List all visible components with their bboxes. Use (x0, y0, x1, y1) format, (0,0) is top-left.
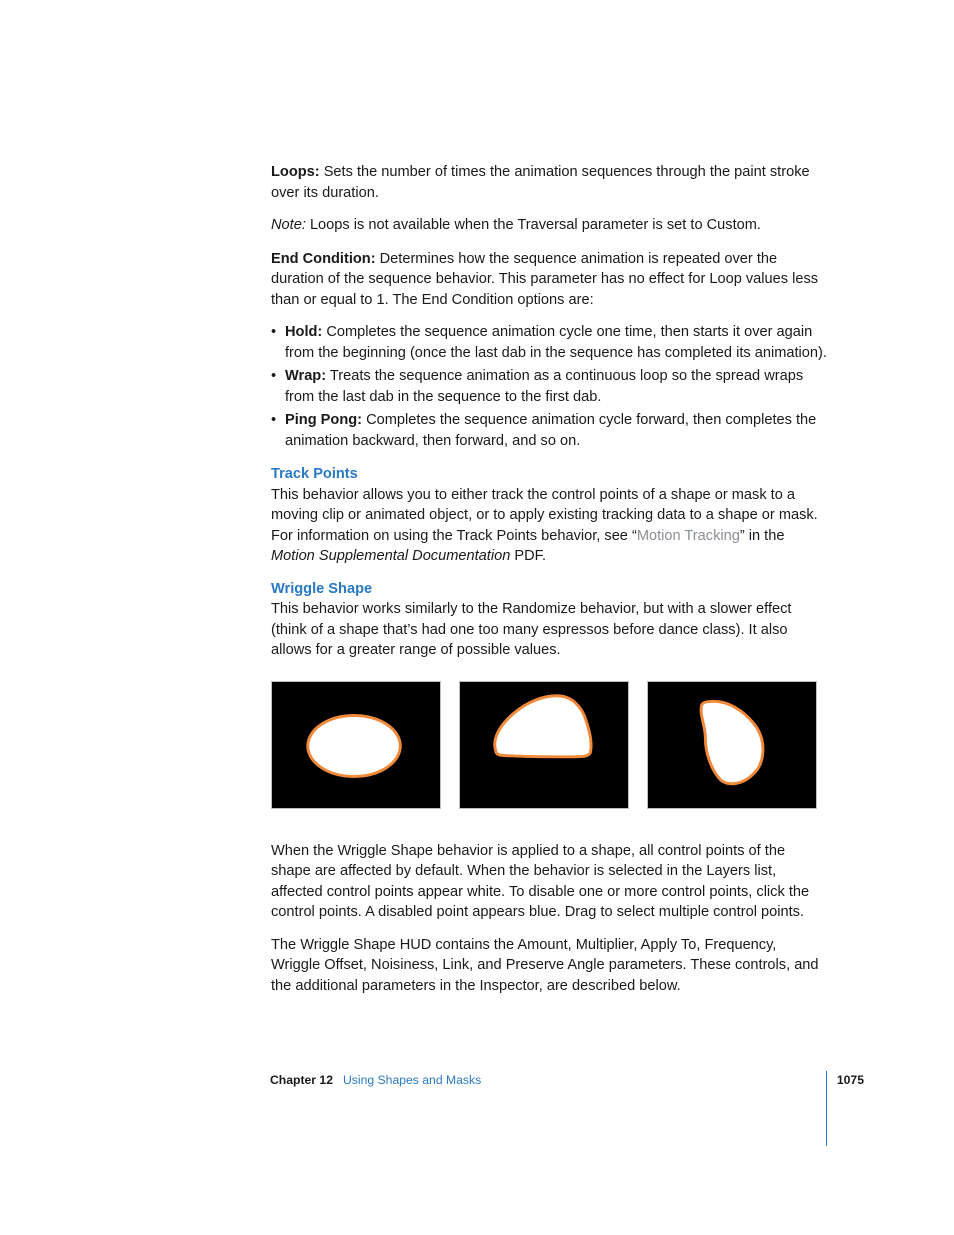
page-number: 1075 (836, 1073, 864, 1087)
page-content (271, 162, 827, 1008)
hold-term: Hold: (285, 324, 323, 340)
note-paragraph (271, 215, 827, 236)
bullet-glyph: • (271, 324, 277, 340)
footer-chapter-title-link[interactable]: Using Shapes and Masks (343, 1073, 482, 1087)
ellipse-shape (308, 715, 401, 776)
bullet-glyph: • (271, 368, 277, 384)
bullet-glyph: • (271, 412, 277, 428)
track-points-text-after: PDF. (510, 548, 547, 564)
wriggle-hud-paragraph: The Wriggle Shape HUD contains the Amount, Multiplier, Apply To, Frequency, Wriggle Offset, Noisiness, Link, and Preserve Angle parameters. These controls, and the additional parameters in the Inspector, are described below. (271, 936, 819, 994)
loops-term: Loops: (271, 164, 320, 180)
wriggle-shape-figure-row (271, 681, 827, 809)
list-item-ping-pong (271, 410, 827, 451)
motion-supplemental-doc-title: Motion Supplemental Documentation (271, 548, 511, 564)
loops-paragraph (271, 162, 827, 203)
ping-pong-text: Completes the sequence animation cycle forward, then completes the animation backward, then forward, and so on. (285, 412, 817, 449)
wrap-term: Wrap: (285, 368, 327, 384)
track-points-text-before: This behavior allows you to either track the control points of a shape or mask to a moving clip or animated object, or to apply existing tracking data to a shape or mask. For information on using the Track Points behavior, see “ (271, 486, 818, 544)
loops-text: Sets the number of times the animation sequences through the paint stroke over its duration. (271, 164, 810, 201)
end-condition-paragraph (271, 249, 827, 311)
track-points-text-middle: ” in the (739, 527, 785, 544)
footer-chapter-label: Chapter 12 (270, 1073, 333, 1087)
wriggle-behavior-paragraph: When the Wriggle Shape behavior is applied to a shape, all control points of the shape are affected by default. When the behavior is selected in the Layers list, affected control points appear white. To disable one or more control points, click the control points. A disabled point appears blue. Drag to select multiple control points. (271, 842, 810, 920)
track-points-section (271, 464, 827, 567)
figure-panel-ellipse (271, 681, 441, 809)
track-points-heading: Track Points (271, 466, 358, 482)
figure-panel-wriggled-2 (647, 681, 817, 809)
wrap-text: Treats the sequence animation as a continuous loop so the spread wraps from the last dab in the sequence to the first dab. (285, 368, 804, 405)
end-condition-options-list (271, 322, 827, 451)
note-label: Note: (271, 217, 306, 233)
wriggle-shape-section (271, 579, 827, 661)
wriggle-shape-paragraph: This behavior works similarly to the Randomize behavior, but with a slower effect (think of a shape that’s had one too many espressos before dance class). It also allows for a greater range of possible values. (271, 601, 792, 658)
figure-panel-wriggled-1 (459, 681, 629, 809)
wriggled-shape-illustration-1 (460, 682, 628, 808)
motion-tracking-link[interactable]: Motion Tracking (636, 527, 740, 544)
ping-pong-term: Ping Pong: (285, 412, 363, 428)
wriggle-shape-heading: Wriggle Shape (271, 580, 373, 597)
footer-divider (826, 1071, 827, 1146)
end-condition-term: End Condition: (271, 250, 376, 267)
wriggled-shape-illustration-2 (648, 682, 816, 808)
list-item-wrap (271, 366, 827, 407)
page-footer (270, 1072, 864, 1088)
note-text: Loops is not available when the Traversal parameter is set to Custom. (305, 217, 761, 233)
hold-text: Completes the sequence animation cycle one time, then starts it over again from the beginning (once the last dab in the sequence has completed its animation). (285, 324, 827, 361)
ellipse-shape-illustration (272, 682, 440, 808)
list-item-hold (271, 322, 827, 363)
track-points-paragraph (271, 485, 827, 567)
end-condition-text: Determines how the sequence animation is repeated over the duration of the sequence behavior. This parameter has no effect for Loop values less than or equal to 1. The End Condition options are: (271, 250, 819, 308)
